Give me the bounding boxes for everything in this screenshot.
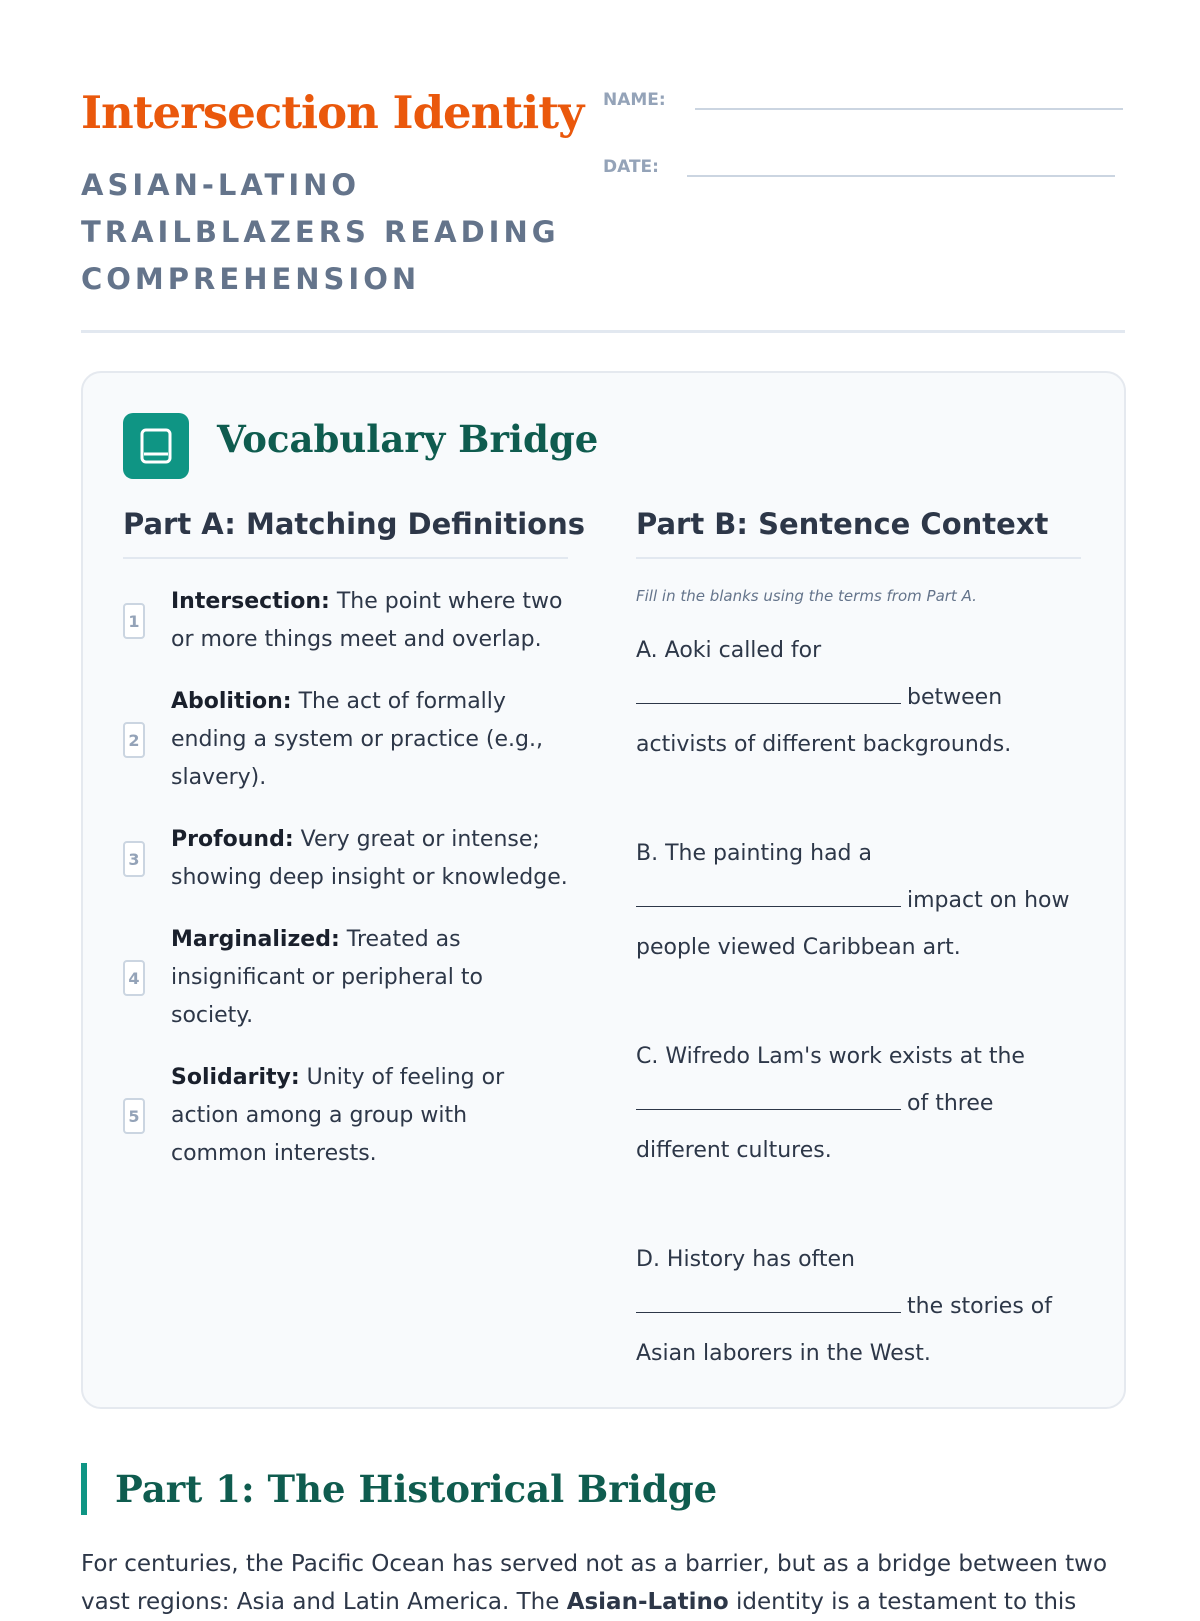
vocabulary-card: [81, 371, 1126, 1409]
term: Solidarity:: [171, 1065, 300, 1090]
definition-item: [123, 821, 568, 897]
item-number: 5: [123, 1098, 145, 1134]
question-text: between activists of different backgrounds.: [636, 685, 1012, 757]
definition-item: [123, 683, 568, 797]
worksheet-title: Intersection Identity: [81, 86, 584, 139]
item-number: 3: [123, 841, 145, 877]
name-label: NAME:: [603, 90, 666, 110]
name-field[interactable]: [603, 88, 1123, 110]
item-number: 1: [123, 603, 145, 639]
answer-blank[interactable]: [636, 1083, 901, 1110]
sentence-question: [636, 1236, 1081, 1377]
answer-blank[interactable]: [636, 880, 901, 907]
vocabulary-title: Vocabulary Bridge: [217, 417, 599, 461]
question-text: A. Aoki called for: [636, 638, 822, 663]
definition: The act of formally ending a system or practice (e.g., slavery).: [171, 689, 543, 790]
sentence-question: [636, 830, 1081, 971]
definition-item: [123, 1059, 568, 1173]
question-text: impact on how people viewed Caribbean art.: [636, 888, 1070, 960]
part-b-heading: Part B: Sentence Context: [636, 507, 1081, 559]
definition: Treated as insignificant or peripheral to society.: [171, 927, 483, 1028]
book-icon: [123, 413, 189, 479]
part-a-column: [123, 507, 586, 1173]
term: Profound:: [171, 827, 294, 852]
item-number: 2: [123, 722, 145, 758]
question-text: of three different cultures.: [636, 1091, 994, 1163]
definition-item: [123, 921, 568, 1035]
sentence-question: [636, 1033, 1081, 1174]
definition-item: [123, 583, 568, 659]
part-1-heading: Part 1: The Historical Bridge: [81, 1463, 717, 1515]
question-text: D. History has often: [636, 1247, 855, 1272]
item-number: 4: [123, 960, 145, 996]
definition: Very great or intense; showing deep insight or knowledge.: [171, 827, 568, 890]
date-input-line[interactable]: [687, 155, 1115, 177]
answer-blank[interactable]: [636, 1286, 901, 1313]
definition-text: [171, 921, 568, 1035]
definition: The point where two or more things meet and overlap.: [171, 589, 563, 652]
question-text: the stories of Asian laborers in the West.: [636, 1294, 1052, 1366]
term: Marginalized:: [171, 927, 340, 952]
part-a-heading: Part A: Matching Definitions: [123, 507, 568, 559]
question-text: B. The painting had a: [636, 841, 872, 866]
paragraph-bold-term: Asian-Latino: [566, 1589, 729, 1615]
question-text: C. Wifredo Lam's work exists at the: [636, 1044, 1025, 1069]
worksheet-header: [81, 80, 1125, 333]
definition: Unity of feeling or action among a group with common interests.: [171, 1065, 505, 1166]
date-label: DATE:: [603, 157, 659, 177]
term: Intersection:: [171, 589, 330, 614]
definition-text: [171, 683, 568, 797]
definition-text: [171, 1059, 568, 1173]
answer-blank[interactable]: [636, 677, 901, 704]
part-b-column: [636, 507, 1081, 1439]
name-input-line[interactable]: [695, 88, 1123, 110]
definition-text: [171, 821, 568, 897]
worksheet-subtitle: ASIAN-LATINO TRAILBLAZERS READING COMPREHENSION: [81, 168, 560, 296]
date-field[interactable]: [603, 155, 1115, 177]
part-1-paragraph: [81, 1545, 1125, 1621]
part-b-instructions: Fill in the blanks using the terms from Part A.: [636, 587, 977, 605]
paragraph-text: identity is a testament to this: [728, 1589, 1077, 1615]
sentence-question: [636, 627, 1081, 768]
paragraph-text: For centuries, the Pacific Ocean has served not as a barrier, but as a bridge between two vast regions: Asia and Latin America. The: [81, 1551, 1108, 1615]
definition-text: [171, 583, 568, 659]
term: Abolition:: [171, 689, 292, 714]
